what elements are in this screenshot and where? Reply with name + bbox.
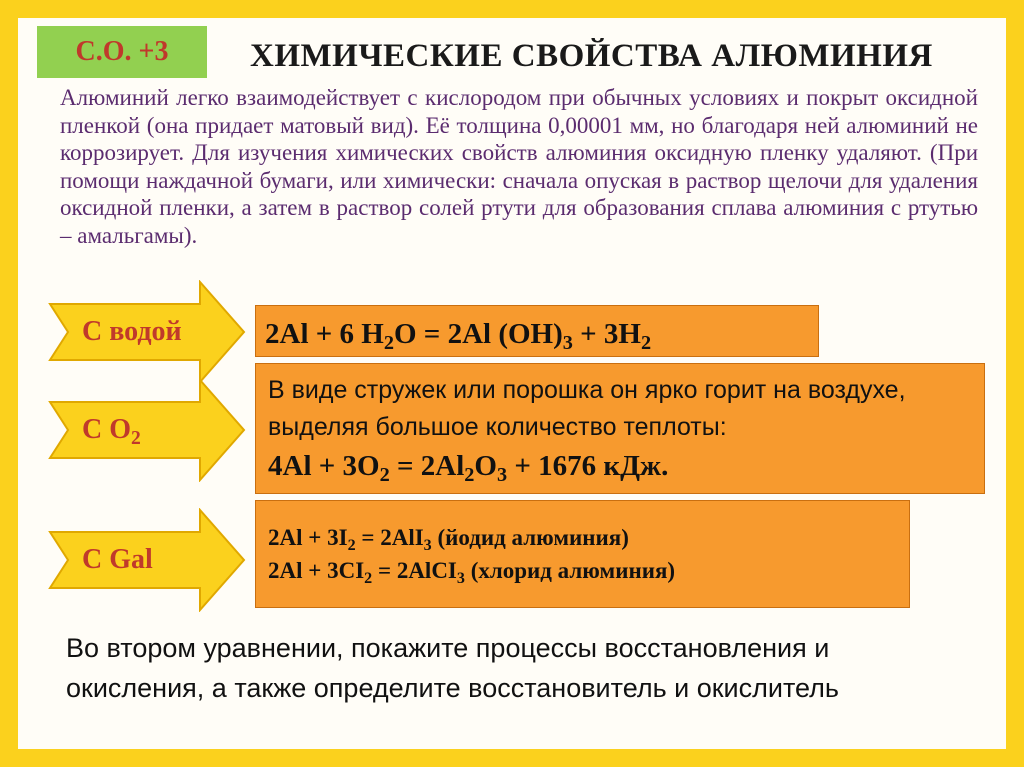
task-text: Во втором уравнении, покажите процессы восстановления и окисления, а также определите восстановитель и окислитель — [66, 633, 839, 703]
eq-sub: 2 — [364, 569, 373, 587]
eq-part: = 2Al — [389, 450, 465, 482]
eq-part: = 2AlCI — [372, 558, 457, 583]
arrow-halogen-label: С Gal — [82, 544, 153, 575]
eq-sub: 2 — [379, 464, 390, 487]
intro-paragraph: Алюминий легко взаимодействует с кислородом при обычных условиях и покрыт оксидной пленкой (она придает матовый вид). Её толщина 0,00001 мм, но благодаря ней алюминий не коррозирует. Для изучения химических свойств алюминия оксидную пленку удаляют. (При помощи наждачной бумаги, или химически: сначала опуская в раствор щелочи для удаления оксидной пленки, а затем в раствор солей ртути для образования сплава алюминия с ртутью – амальгамы). — [60, 85, 978, 248]
eq-sub: 2 — [383, 332, 394, 355]
eq-part: = 2AlI — [355, 525, 424, 550]
eq-part: 2Al + 3I — [268, 525, 348, 550]
oxygen-description: В виде стружек или порошка он ярко горит на воздухе, выделяя большое количество теплоты: — [268, 376, 906, 441]
eq-sub: 3 — [562, 332, 573, 355]
chloride-equation — [268, 554, 909, 587]
eq-part: (йодид алюминия) — [431, 525, 629, 550]
arrow-oxygen — [48, 378, 246, 482]
arrow-oxygen-sub: 2 — [131, 427, 141, 449]
eq-part: O — [474, 450, 497, 482]
arrow-halogen — [48, 508, 246, 612]
arrow-shape — [48, 378, 246, 482]
eq-part: 2Al + 6 H — [265, 318, 384, 350]
arrow-oxygen-label — [82, 378, 141, 482]
eq-sub: 3 — [496, 464, 508, 487]
arrow-water-label: С водой — [82, 316, 182, 347]
slide-title: ХИМИЧЕСКИЕ СВОЙСТВА АЛЮМИНИЯ — [250, 38, 933, 74]
oxygen-equation — [268, 446, 972, 486]
eq-sub: 3 — [423, 536, 432, 554]
eq-sub: 2 — [464, 464, 475, 487]
eq-part: 2Al + 3CI — [268, 558, 365, 583]
eq-part: (хлорид алюминия) — [464, 558, 676, 583]
halogen-box — [255, 500, 910, 608]
oxidation-state-badge: С.О. +3 — [37, 26, 207, 78]
eq-part: 4Al + 3O — [268, 450, 380, 482]
arrow-water — [48, 280, 246, 384]
water-equation-box — [255, 305, 819, 357]
arrow-oxygen-text: С O — [82, 414, 131, 445]
eq-part: + 3H — [572, 318, 641, 350]
iodide-equation — [268, 521, 909, 554]
eq-sub: 2 — [347, 536, 356, 554]
eq-sub: 2 — [640, 332, 652, 355]
eq-part: + 1676 кДж. — [507, 450, 669, 482]
oxygen-box — [255, 363, 985, 494]
eq-sub: 3 — [456, 569, 465, 587]
eq-part: O = 2Al (OH) — [393, 318, 563, 350]
